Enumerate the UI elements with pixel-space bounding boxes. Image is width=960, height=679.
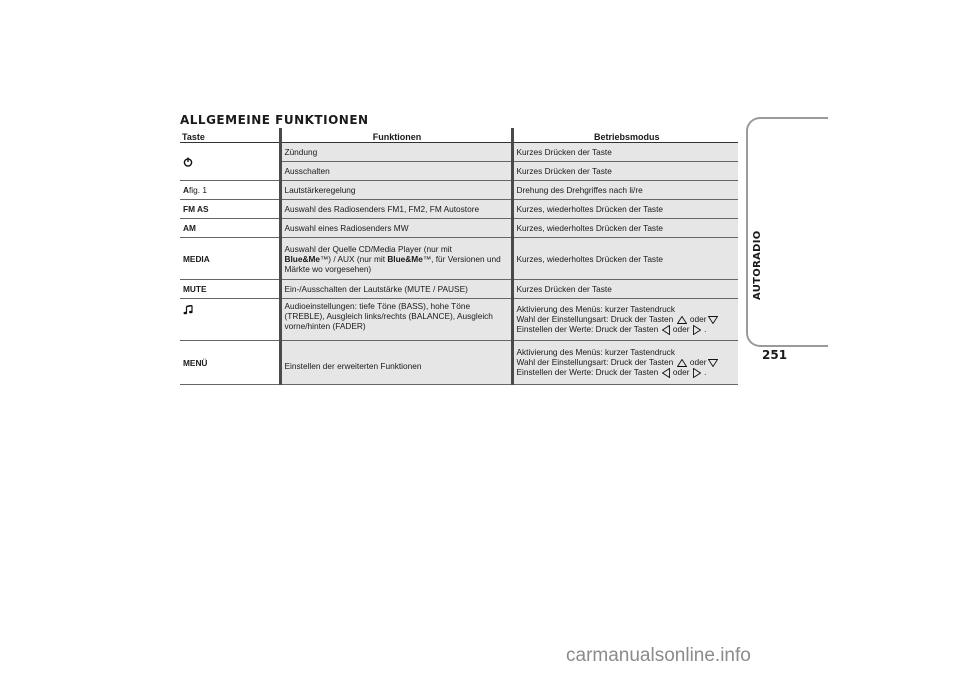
taste-cell <box>180 143 280 181</box>
brand-text: Blue&Me <box>387 253 423 264</box>
mode-cell <box>512 299 738 341</box>
mode-text: Einstellen der Werte: Druck der Tasten <box>516 324 659 335</box>
mode-text: oder <box>689 314 707 325</box>
mode-cell: Kurzes, wiederholtes Drücken der Taste <box>512 238 738 280</box>
mode-cell: Drehung des Drehgriffes nach li/re <box>512 181 738 200</box>
taste-cell: FM AS <box>180 200 280 219</box>
mode-cell: Kurzes Drücken der Taste <box>512 162 738 181</box>
mode-cell: Kurzes, wiederholtes Drücken der Taste <box>512 219 738 238</box>
taste-cell <box>180 181 280 200</box>
mode-cell: Kurzes Drücken der Taste <box>512 280 738 299</box>
arrow-up-icon <box>677 359 687 367</box>
arrow-down-icon <box>708 359 718 367</box>
func-cell: Audioeinstellungen: tiefe Töne (BASS), hohe Töne (TREBLE), Ausgleich links/rechts (BALANCE), Ausgleich vorne/hinten (FADER) <box>280 299 512 341</box>
mode-cell <box>512 341 738 385</box>
mode-text: . <box>704 324 707 335</box>
taste-label: A <box>183 185 189 195</box>
func-cell: Auswahl eines Radiosenders MW <box>280 219 512 238</box>
table-row <box>180 181 738 200</box>
mode-text: Wahl der Einstellungsart: Druck der Tasten <box>516 357 674 368</box>
power-icon <box>183 157 276 167</box>
mode-text: Einstellen der Werte: Druck der Tasten <box>516 367 659 378</box>
func-cell: Ausschalten <box>280 162 512 181</box>
taste-cell <box>180 299 280 341</box>
taste-ref: fig. 1 <box>189 185 207 195</box>
func-cell: Lautstärkeregelung <box>280 181 512 200</box>
table-row <box>180 341 738 385</box>
func-cell <box>280 238 512 280</box>
section-title: ALLGEMEINE FUNKTIONEN <box>180 113 369 127</box>
taste-cell: MEDIA <box>180 238 280 280</box>
mode-text: Wahl der Einstellungsart: Druck der Tasten <box>516 314 674 325</box>
functions-table <box>180 128 738 385</box>
arrow-left-icon <box>662 325 670 335</box>
mode-text: Aktivierung des Menüs: kurzer Tastendruck <box>516 347 675 358</box>
arrow-down-icon <box>708 316 718 324</box>
mode-cell: Kurzes Drücken der Taste <box>512 143 738 162</box>
arrow-right-icon <box>693 368 701 378</box>
func-cell: Auswahl des Radiosenders FM1, FM2, FM Autostore <box>280 200 512 219</box>
func-cell: Einstellen der erweiterten Funktionen <box>280 341 512 385</box>
table-row <box>180 280 738 299</box>
header-funktionen: Funktionen <box>280 128 512 143</box>
page-number: 251 <box>762 348 788 362</box>
func-text: Auswahl der Quelle CD/Media Player (nur mit <box>284 243 452 254</box>
mode-text: oder <box>689 357 707 368</box>
func-text: ™) / AUX (nur mit <box>320 253 388 264</box>
mode-text: Aktivierung des Menüs: kurzer Tastendruck <box>516 304 675 315</box>
arrow-left-icon <box>662 368 670 378</box>
table-header-row <box>180 128 738 143</box>
table-row <box>180 238 738 280</box>
mode-text: oder <box>672 324 690 335</box>
music-note-icon <box>183 305 276 315</box>
arrow-up-icon <box>677 316 687 324</box>
chapter-label: AUTORADIO <box>752 230 763 300</box>
func-cell: Ein-/Ausschalten der Lautstärke (MUTE / PAUSE) <box>280 280 512 299</box>
table-row <box>180 299 738 341</box>
taste-cell: MENÜ <box>180 341 280 385</box>
taste-cell: MUTE <box>180 280 280 299</box>
table-row <box>180 200 738 219</box>
arrow-right-icon <box>693 325 701 335</box>
header-taste: Taste <box>180 128 280 143</box>
brand-text: Blue&Me <box>284 253 320 264</box>
mode-text: . <box>704 367 707 378</box>
table-row <box>180 219 738 238</box>
taste-cell: AM <box>180 219 280 238</box>
header-betriebsmodus: Betriebsmodus <box>512 128 738 143</box>
table-row <box>180 143 738 162</box>
func-cell: Zündung <box>280 143 512 162</box>
mode-text: oder <box>672 367 690 378</box>
watermark: carmanualsonline.info <box>566 645 751 666</box>
mode-cell: Kurzes, wiederholtes Drücken der Taste <box>512 200 738 219</box>
func-text: ™, für Versionen und Märkte wo vorgesehen) <box>284 253 501 274</box>
